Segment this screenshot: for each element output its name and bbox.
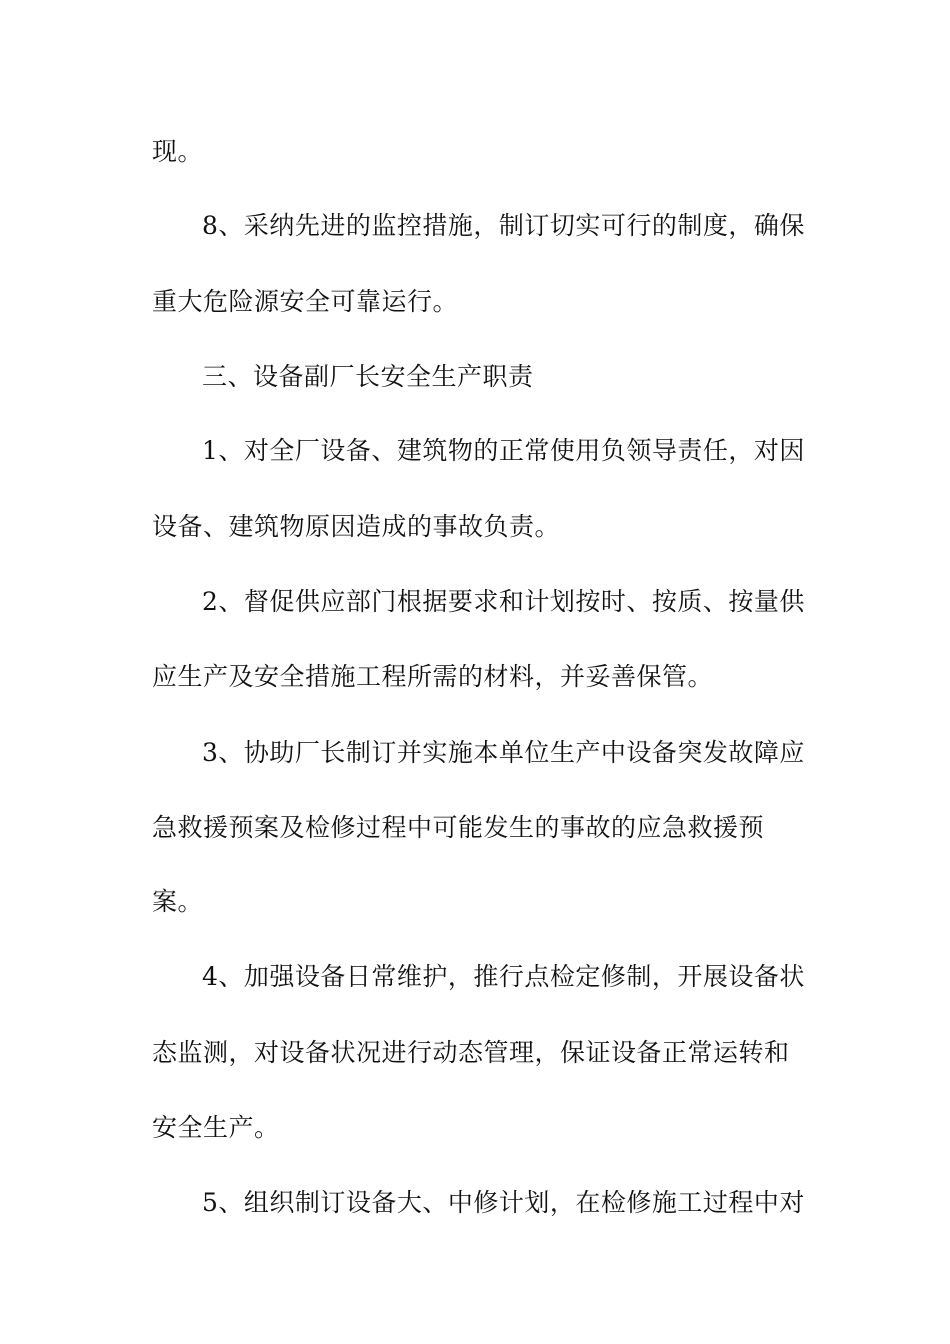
- text-line: 5、组织制订设备大、中修计划，在检修施工过程中对: [202, 1188, 805, 1217]
- text-line: 安全生产。: [152, 1113, 280, 1142]
- text-line: 重大危险源安全可靠运行。: [152, 287, 459, 316]
- section-heading: 三、设备副厂长安全生产职责: [202, 362, 534, 391]
- text-line: 3、协助厂长制订并实施本单位生产中设备突发故障应: [202, 738, 805, 767]
- text-line: 设备、建筑物原因造成的事故负责。: [152, 512, 561, 541]
- text-line: 态监测，对设备状况进行动态管理，保证设备正常运转和: [152, 1038, 790, 1067]
- text-line: 案。: [152, 887, 204, 916]
- text-line: 1、对全厂设备、建筑物的正常使用负领导责任，对因: [202, 436, 805, 465]
- text-line: 4、加强设备日常维护，推行点检定修制，开展设备状: [202, 962, 805, 991]
- text-line: 8、采纳先进的监控措施，制订切实可行的制度，确保: [202, 211, 805, 240]
- text-line: 急救援预案及检修过程中可能发生的事故的应急救援预: [152, 813, 765, 842]
- text-line: 应生产及安全措施工程所需的材料，并妥善保管。: [152, 662, 714, 691]
- text-line: 2、督促供应部门根据要求和计划按时、按质、按量供: [202, 587, 805, 616]
- text-line: 现。: [152, 137, 204, 166]
